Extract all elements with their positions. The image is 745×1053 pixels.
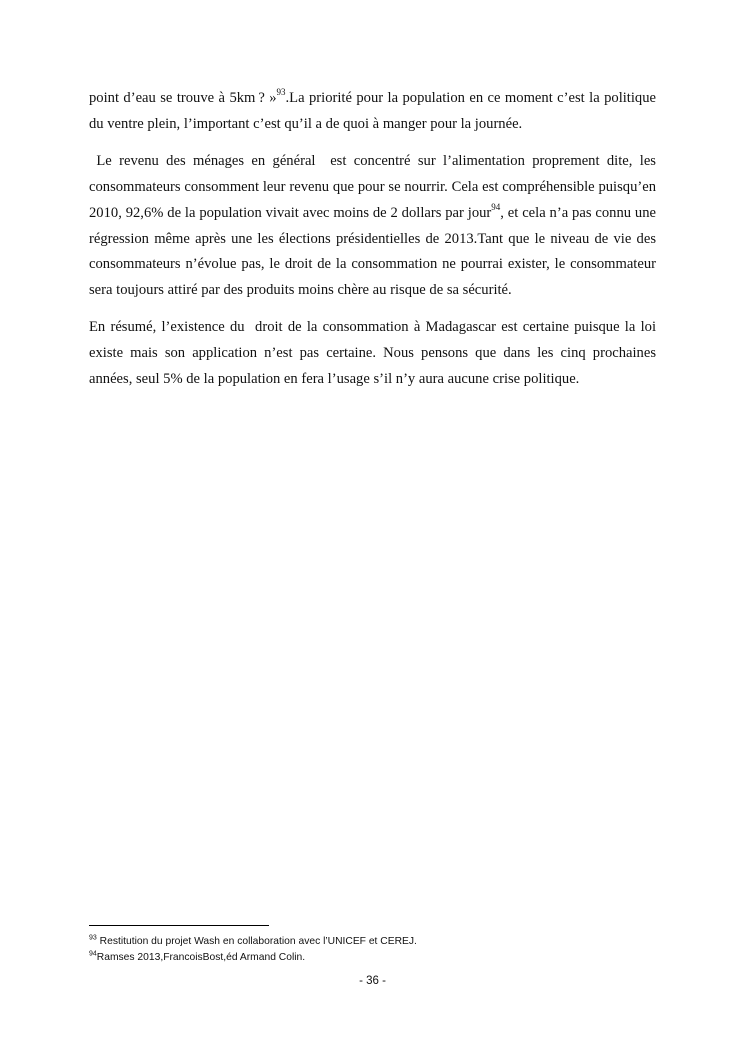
footnote-ref-93[interactable]: 93 bbox=[276, 87, 286, 98]
paragraph-1-text-a: point d’eau se trouve à 5km ? » bbox=[89, 90, 277, 106]
footnotes bbox=[89, 934, 656, 965]
paragraph-2 bbox=[89, 149, 656, 304]
paragraph-2-text-a: Le revenu des ménages en général est concentré sur l’alimentation proprement dite, les consommateurs consomment leur revenu que pour se nourrir. Cela est compréhensible puisqu’en 2010, 92,6% de la population vivait avec moins de 2 dollars par jour bbox=[89, 152, 656, 221]
paragraph-1 bbox=[89, 86, 656, 138]
footnote-separator bbox=[89, 925, 269, 926]
page-number: - 36 - bbox=[359, 975, 386, 987]
paragraph-3-text: En résumé, l’existence du droit de la consommation à Madagascar est certaine puisque la loi existe mais son application n’est pas certaine. Nous pensons que dans les cinq prochaines années, seul 5% de la population en fera l’usage s’il n’y aura aucune crise politique. bbox=[89, 319, 656, 388]
footnote-94-text: Ramses 2013,FrancoisBost,éd Armand Colin. bbox=[96, 951, 306, 963]
footnote-ref-94[interactable]: 94 bbox=[491, 201, 501, 212]
footnote-mark-93: 93 bbox=[89, 934, 97, 942]
footnote-94 bbox=[89, 950, 656, 966]
body-text bbox=[89, 86, 656, 404]
paragraph-2-text-b: , et cela n’a pas connu une régression même après une les élections présidentielles de 2013.Tant que le niveau de vie des consommateurs n’évolue pas, le droit de la consommation ne pourrai exister, le consommateur sera toujours attiré par des produits moins chère au risque de sa sécurité. bbox=[89, 204, 656, 299]
footnote-93 bbox=[89, 934, 656, 950]
footnote-mark-94: 94 bbox=[89, 950, 97, 958]
footnote-93-text: Restitution du projet Wash en collaboration avec l’UNICEF et CEREJ. bbox=[96, 936, 417, 947]
paragraph-1-text-b: .La priorité pour la population en ce moment c’est la politique du ventre plein, l’important c’est qu’il a de quoi à manger pour la journée. bbox=[89, 90, 656, 132]
paragraph-3 bbox=[89, 315, 656, 393]
